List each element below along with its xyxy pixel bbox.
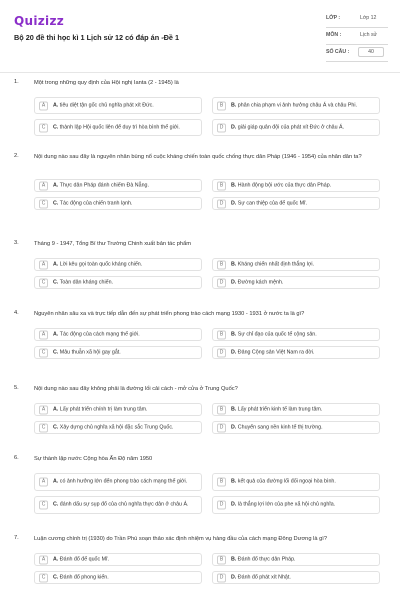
option-text <box>53 182 203 189</box>
question-text: Sự thành lập nước Cộng hòa Ấn Độ năm 1950 <box>34 456 153 462</box>
option-body: có ảnh hưởng lớn đến phong trào cách mạng thế giới. <box>59 478 188 485</box>
meta-subject <box>326 28 388 45</box>
option-body: phân chia phạm vi ảnh hưởng châu Á và châu Phi. <box>237 102 358 108</box>
document-title: Bộ 20 đề thi học kì 1 Lịch sử 12 có đáp án -Đề 1 <box>14 33 180 42</box>
answer-option-c[interactable] <box>34 119 202 136</box>
option-letter-badge: B <box>217 181 226 190</box>
option-letter-badge: A <box>39 330 48 339</box>
option-body: Lấy phát triển chính trị làm trung tâm. <box>59 406 148 412</box>
question-number: 7. <box>14 535 19 541</box>
answer-option-a[interactable] <box>34 473 202 491</box>
option-letter-badge: B <box>217 330 226 339</box>
option-body: Toàn dân kháng chiến. <box>59 279 114 285</box>
answer-option-c[interactable] <box>34 197 202 210</box>
option-text <box>53 574 203 581</box>
option-body: đánh dấu sự sụp đổ của chủ nghĩa thực dân ở châu Á. <box>59 501 189 508</box>
answer-option-b[interactable] <box>212 553 380 566</box>
option-prefix: D. <box>231 501 237 508</box>
option-body: Đánh đổ đế quốc Mĩ. <box>59 556 109 562</box>
meta-class-value: Lớp 12 <box>360 15 377 21</box>
option-prefix: A. <box>53 406 59 412</box>
option-text <box>231 556 381 563</box>
option-body: Sự chỉ đạo của quốc tế cộng sản. <box>237 331 317 337</box>
meta-question-count-value: 40 <box>358 47 384 57</box>
option-body: Tác động của cách mạng thế giới. <box>59 331 140 337</box>
option-letter-badge: D <box>217 573 226 582</box>
answer-option-b[interactable] <box>212 403 380 416</box>
option-letter-badge: B <box>217 405 226 414</box>
option-prefix: C. <box>53 349 59 355</box>
option-text <box>231 424 381 431</box>
question-text: Một trong những quy định của Hội nghị Ianta (2 - 1945) là <box>34 80 179 86</box>
option-body: tiêu diệt tận gốc chủ nghĩa phát xít Đức. <box>59 102 154 108</box>
option-letter-badge: C <box>39 348 48 357</box>
answer-option-d[interactable] <box>212 276 380 289</box>
answer-option-d[interactable] <box>212 496 380 514</box>
option-letter-badge: B <box>217 478 226 487</box>
option-letter-badge: D <box>217 278 226 287</box>
option-prefix: B. <box>231 478 237 485</box>
option-prefix: C. <box>53 124 59 130</box>
option-text <box>231 182 381 189</box>
option-text <box>53 502 203 509</box>
option-prefix: C. <box>53 501 59 508</box>
answer-option-c[interactable] <box>34 571 202 584</box>
option-prefix: A. <box>53 331 59 337</box>
header-divider <box>0 72 400 73</box>
option-text <box>53 261 203 268</box>
option-text <box>53 102 203 109</box>
option-text <box>53 424 203 431</box>
option-letter-badge: B <box>217 555 226 564</box>
question-text: Nội dung nào sau đây không phải là đường lối cải cách - mở cửa ở Trung Quốc? <box>34 386 238 392</box>
option-text <box>53 349 203 356</box>
option-prefix: D. <box>231 279 237 285</box>
option-prefix: C. <box>53 200 59 206</box>
option-body: Xây dựng chủ nghĩa xã hội đặc sắc Trung Quốc. <box>59 424 174 430</box>
answer-option-a[interactable] <box>34 553 202 566</box>
answer-option-d[interactable] <box>212 346 380 359</box>
answer-option-d[interactable] <box>212 197 380 210</box>
option-body: Đường kách mệnh. <box>237 279 284 285</box>
option-letter-badge: C <box>39 199 48 208</box>
option-letter-badge: C <box>39 123 48 132</box>
meta-subject-value: Lịch sử <box>360 32 378 38</box>
option-prefix: A. <box>53 556 59 562</box>
answer-option-d[interactable] <box>212 421 380 434</box>
option-body: kết quả của đường lối đối ngoại hòa bình. <box>237 478 336 485</box>
option-prefix: B. <box>231 261 237 267</box>
option-body: Mâu thuẫn xã hội gay gắt. <box>59 349 121 355</box>
option-text <box>231 200 381 207</box>
answer-option-a[interactable] <box>34 97 202 114</box>
option-body: Chuyển sang nền kinh tế thị trường. <box>237 424 323 430</box>
option-letter-badge: D <box>217 123 226 132</box>
answer-option-b[interactable] <box>212 473 380 491</box>
answer-option-a[interactable] <box>34 403 202 416</box>
document-header <box>0 0 400 70</box>
option-letter-badge: D <box>217 199 226 208</box>
option-prefix: C. <box>53 574 59 580</box>
option-text <box>53 406 203 413</box>
option-letter-badge: A <box>39 101 48 110</box>
option-text <box>53 200 203 207</box>
option-body: Tác động của chiến tranh lạnh. <box>59 200 133 206</box>
option-body: Hành động bội ước của thực dân Pháp. <box>237 182 332 188</box>
option-body: Đánh đổ thực dân Pháp. <box>237 556 296 562</box>
option-prefix: B. <box>231 182 237 188</box>
answer-option-a[interactable] <box>34 258 202 271</box>
option-prefix: D. <box>231 200 237 206</box>
option-letter-badge: D <box>217 348 226 357</box>
option-text <box>53 279 203 286</box>
question-number: 2. <box>14 153 19 159</box>
meta-class <box>326 11 388 28</box>
option-prefix: D. <box>231 574 237 580</box>
option-letter-badge: D <box>217 501 226 510</box>
meta-class-label: LỚP : <box>326 15 341 21</box>
meta-question-count-label: SỐ CÂU : <box>326 49 350 55</box>
option-letter-badge: D <box>217 423 226 432</box>
option-prefix: B. <box>231 102 237 108</box>
option-body: Đảng Cộng sản Việt Nam ra đời. <box>237 349 315 355</box>
question-number: 5. <box>14 385 19 391</box>
question-number: 6. <box>14 455 19 461</box>
option-text <box>231 406 381 413</box>
option-prefix: D. <box>231 124 237 130</box>
option-letter-badge: A <box>39 260 48 269</box>
option-prefix: A. <box>53 478 59 485</box>
option-letter-badge: A <box>39 478 48 487</box>
option-text <box>231 102 381 109</box>
option-prefix: B. <box>231 331 237 337</box>
quizizz-logo: Quizizz <box>14 14 65 28</box>
option-body: Lời kêu gọi toàn quốc kháng chiến. <box>59 261 143 267</box>
option-text <box>231 479 381 486</box>
option-prefix: D. <box>231 424 237 430</box>
option-text <box>231 502 381 509</box>
option-text <box>231 331 381 338</box>
question-number: 4. <box>14 310 19 316</box>
option-prefix: B. <box>231 406 237 412</box>
option-letter-badge: A <box>39 181 48 190</box>
option-letter-badge: B <box>217 260 226 269</box>
answer-option-a[interactable] <box>34 328 202 341</box>
option-prefix: A. <box>53 261 59 267</box>
option-letter-badge: A <box>39 405 48 414</box>
option-text <box>53 124 203 131</box>
answer-option-b[interactable] <box>212 179 380 192</box>
answer-option-d[interactable] <box>212 119 380 136</box>
option-text <box>53 479 203 486</box>
answer-option-c[interactable] <box>34 276 202 289</box>
answer-option-b[interactable] <box>212 328 380 341</box>
option-text <box>231 574 381 581</box>
option-letter-badge: C <box>39 278 48 287</box>
option-body: Kháng chiến nhất định thắng lợi. <box>237 261 315 267</box>
option-text <box>231 261 381 268</box>
answer-option-d[interactable] <box>212 571 380 584</box>
option-prefix: A. <box>53 102 59 108</box>
option-prefix: C. <box>53 279 59 285</box>
option-text <box>231 124 381 131</box>
answer-option-b[interactable] <box>212 97 380 114</box>
option-body: Sự can thiệp của đế quốc Mĩ. <box>237 200 308 206</box>
option-body: thành lập Hội quốc liên để duy trì hòa bình thế giới. <box>59 124 180 130</box>
option-text <box>53 331 203 338</box>
option-letter-badge: C <box>39 423 48 432</box>
question-text: Tháng 9 - 1947, Tổng Bí thư Trường Chinh xuất bản tác phẩm <box>34 241 191 247</box>
option-text <box>231 349 381 356</box>
option-prefix: D. <box>231 349 237 355</box>
option-prefix: C. <box>53 424 59 430</box>
answer-option-c[interactable] <box>34 496 202 514</box>
option-letter-badge: B <box>217 101 226 110</box>
option-text <box>231 279 381 286</box>
meta-subject-label: MÔN : <box>326 32 342 38</box>
option-body: Đánh đổ phong kiến. <box>59 574 109 580</box>
option-prefix: A. <box>53 182 59 188</box>
answer-option-b[interactable] <box>212 258 380 271</box>
question-number: 1. <box>14 79 19 85</box>
question-text: Nguyên nhân sâu xa và trực tiếp dẫn đến sự phát triển phong trào cách mạng 1930 - 1931 ở nước ta là gì? <box>34 311 305 317</box>
question-text: Luận cương chính trị (1930) do Trần Phú soạn thảo xác định nhiệm vụ hàng đầu của cách mạng Đông Dương là gì? <box>34 536 327 542</box>
option-letter-badge: A <box>39 555 48 564</box>
question-text: Nội dung nào sau đây là nguyên nhân bùng nổ cuộc kháng chiến toàn quốc chống thực dân Pháp (1946 - 1954) của nhân dân ta? <box>34 154 362 160</box>
meta-question-count <box>326 45 388 62</box>
option-body: Thực dân Pháp đánh chiếm Đà Nẵng. <box>59 182 149 188</box>
option-body: Lấy phát triển kinh tế làm trung tâm. <box>237 406 323 412</box>
option-letter-badge: C <box>39 501 48 510</box>
option-letter-badge: C <box>39 573 48 582</box>
option-body: giải giáp quân đội của phát xít Đức ở châu Á. <box>237 124 345 130</box>
option-body: Đánh đổ phát xít Nhật. <box>237 574 291 580</box>
answer-option-c[interactable] <box>34 421 202 434</box>
option-text <box>53 556 203 563</box>
option-prefix: B. <box>231 556 237 562</box>
answer-option-a[interactable] <box>34 179 202 192</box>
answer-option-c[interactable] <box>34 346 202 359</box>
option-body: là thắng lợi lớn của phe xã hội chủ nghĩa. <box>237 501 336 508</box>
question-number: 3. <box>14 240 19 246</box>
